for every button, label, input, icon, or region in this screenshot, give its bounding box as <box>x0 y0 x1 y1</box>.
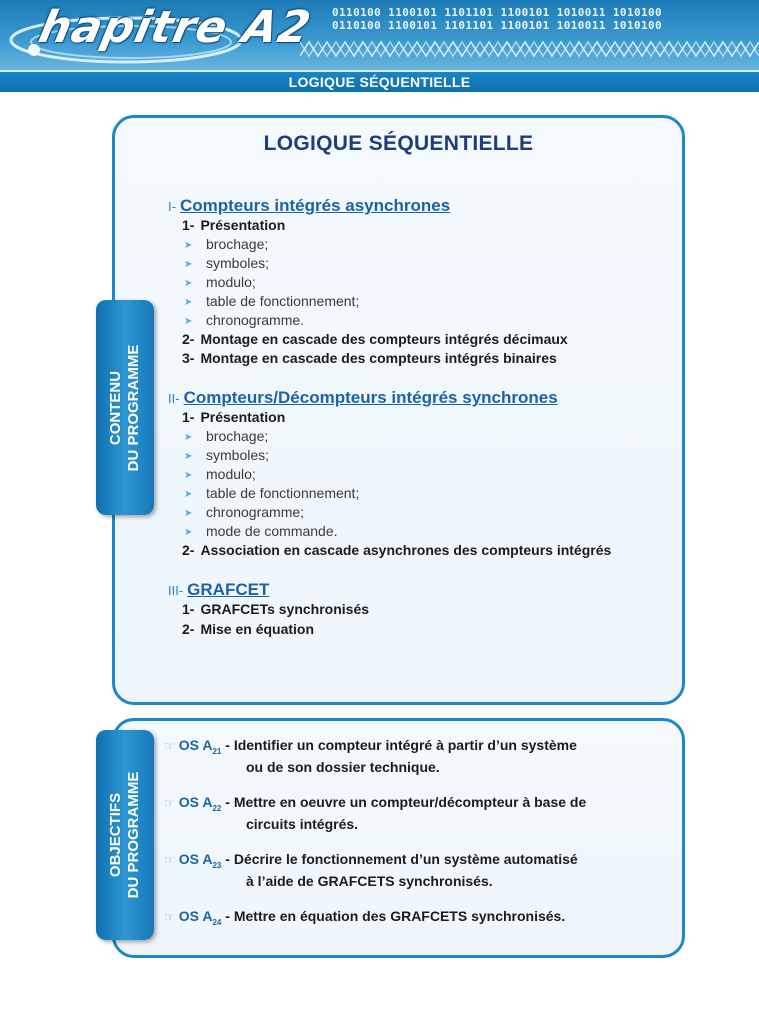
bullet-text: chronogramme. <box>206 312 305 328</box>
tab-label-line: DU PROGRAMME <box>125 344 142 471</box>
item-text: GRAFCETs synchronisés <box>200 601 370 617</box>
arrow-bullet-icon: ➤ <box>184 316 193 327</box>
pointing-hand-icon: ☞ <box>164 739 175 753</box>
objective-line-1: - Mettre en équation des GRAFCETS synchronisés. <box>225 908 566 924</box>
bullet-item <box>184 236 268 252</box>
wave-pattern-icon <box>300 36 759 62</box>
arrow-bullet-icon: ➤ <box>184 527 193 538</box>
contenu-tab-label <box>107 344 143 471</box>
arrow-bullet-icon: ➤ <box>184 489 193 500</box>
list-item <box>182 601 369 617</box>
bullet-text: brochage; <box>206 236 269 252</box>
arrow-bullet-icon: ➤ <box>184 278 193 289</box>
bullet-text: table de fonctionnement; <box>206 485 360 501</box>
section-number: III- <box>168 583 184 598</box>
item-number: 1- <box>182 217 195 233</box>
item-number: 1- <box>182 409 195 425</box>
arrow-bullet-icon: ➤ <box>184 259 193 270</box>
chapter-header <box>0 0 759 92</box>
bullet-item <box>184 466 256 482</box>
bullet-item <box>184 274 256 290</box>
objective-line-2: ou de son dossier technique. <box>246 758 440 775</box>
objective-item <box>164 851 578 889</box>
pointing-hand-icon: ☞ <box>164 853 175 867</box>
objective-item <box>164 794 586 832</box>
arrow-bullet-icon: ➤ <box>184 432 193 443</box>
list-item <box>182 350 557 366</box>
objective-line-1: - Identifier un compteur intégré à partir d’un système <box>225 737 577 753</box>
item-text: Association en cascade asynchrones des compteurs intégrés <box>200 542 612 558</box>
objective-code-prefix: OS A <box>178 908 213 924</box>
tab-label-line: DU PROGRAMME <box>125 771 142 899</box>
chapter-logo: hapitre A2 <box>34 2 316 53</box>
bullet-item <box>184 447 269 463</box>
bullet-item <box>184 504 304 520</box>
objective-line-2: à l’aide de GRAFCETS synchronisés. <box>246 872 493 889</box>
binary-pattern <box>332 6 752 32</box>
objectifs-tab <box>96 730 154 940</box>
list-item <box>182 409 285 425</box>
item-number: 2- <box>182 331 195 347</box>
banner-title: LOGIQUE SÉQUENTIELLE <box>288 74 471 90</box>
objective-item <box>164 737 577 775</box>
list-item <box>182 542 611 558</box>
objective-code-prefix: OS A <box>178 851 213 867</box>
bullet-text: brochage; <box>206 428 269 444</box>
objective-item <box>164 908 565 927</box>
section-number: I- <box>168 199 176 214</box>
objective-code <box>178 851 222 870</box>
bullet-item <box>184 428 268 444</box>
item-text: Présentation <box>200 217 286 233</box>
pointing-hand-icon: ☞ <box>164 796 175 810</box>
tab-label-line: CONTENU <box>107 370 124 445</box>
objective-code-sub: 24 <box>212 917 222 927</box>
objective-code <box>178 737 222 756</box>
tab-label-line: OBJECTIFS <box>107 792 124 878</box>
page-title: LOGIQUE SÉQUENTIELLE <box>263 132 534 155</box>
bullet-item <box>184 523 338 539</box>
item-number: 2- <box>182 542 195 558</box>
bullet-text: chronogramme; <box>206 504 305 520</box>
item-number: 3- <box>182 350 195 366</box>
objective-code-sub: 21 <box>212 746 222 756</box>
objective-code <box>178 794 222 813</box>
section-heading <box>168 388 558 408</box>
item-number: 2- <box>182 621 195 637</box>
objective-code <box>178 908 222 927</box>
list-item <box>182 621 314 637</box>
item-text: Mise en équation <box>200 621 315 637</box>
arrow-bullet-icon: ➤ <box>184 470 193 481</box>
section-title: Compteurs intégrés asynchrones <box>179 196 451 215</box>
item-text: Présentation <box>200 409 286 425</box>
arrow-bullet-icon: ➤ <box>184 240 193 251</box>
section-heading <box>168 580 269 600</box>
bullet-item <box>184 293 359 309</box>
objective-code-prefix: OS A <box>178 794 213 810</box>
chapter-banner <box>0 70 759 92</box>
objective-code-prefix: OS A <box>178 737 213 753</box>
objective-line-1: - Décrire le fonctionnement d’un système automatisé <box>225 851 578 867</box>
bullet-text: modulo; <box>206 274 256 290</box>
bullet-text: modulo; <box>206 466 256 482</box>
objective-code-sub: 22 <box>212 803 222 813</box>
section-number: II- <box>168 391 180 406</box>
bullet-item <box>184 255 269 271</box>
list-item <box>182 217 285 233</box>
arrow-bullet-icon: ➤ <box>184 297 193 308</box>
objective-code-sub: 23 <box>212 860 222 870</box>
item-text: Montage en cascade des compteurs intégrés décimaux <box>200 331 568 347</box>
section-title: GRAFCET <box>187 580 270 599</box>
pointing-hand-icon: ☞ <box>164 910 175 924</box>
objective-line-1: - Mettre en oeuvre un compteur/décompteur à base de <box>225 794 587 810</box>
arrow-bullet-icon: ➤ <box>184 508 193 519</box>
bullet-text: mode de commande. <box>206 523 338 539</box>
section-title: Compteurs/Décompteurs intégrés synchrones <box>183 388 558 407</box>
binary-line: 0110100 1100101 1101101 1100101 1010011 1010100 <box>332 19 663 32</box>
section-heading <box>168 196 450 216</box>
objectifs-tab-label <box>107 772 143 899</box>
bullet-item <box>184 485 359 501</box>
bullet-text: table de fonctionnement; <box>206 293 360 309</box>
binary-line: 0110100 1100101 1101101 1100101 1010011 1010100 <box>332 6 663 19</box>
contenu-tab <box>96 300 154 515</box>
list-item <box>182 331 568 347</box>
bullet-text: symboles; <box>206 447 270 463</box>
objective-line-2: circuits intégrés. <box>246 815 359 832</box>
bullet-item <box>184 312 304 328</box>
arrow-bullet-icon: ➤ <box>184 451 193 462</box>
item-text: Montage en cascade des compteurs intégrés binaires <box>200 350 557 366</box>
bullet-text: symboles; <box>206 255 270 271</box>
item-number: 1- <box>182 601 195 617</box>
